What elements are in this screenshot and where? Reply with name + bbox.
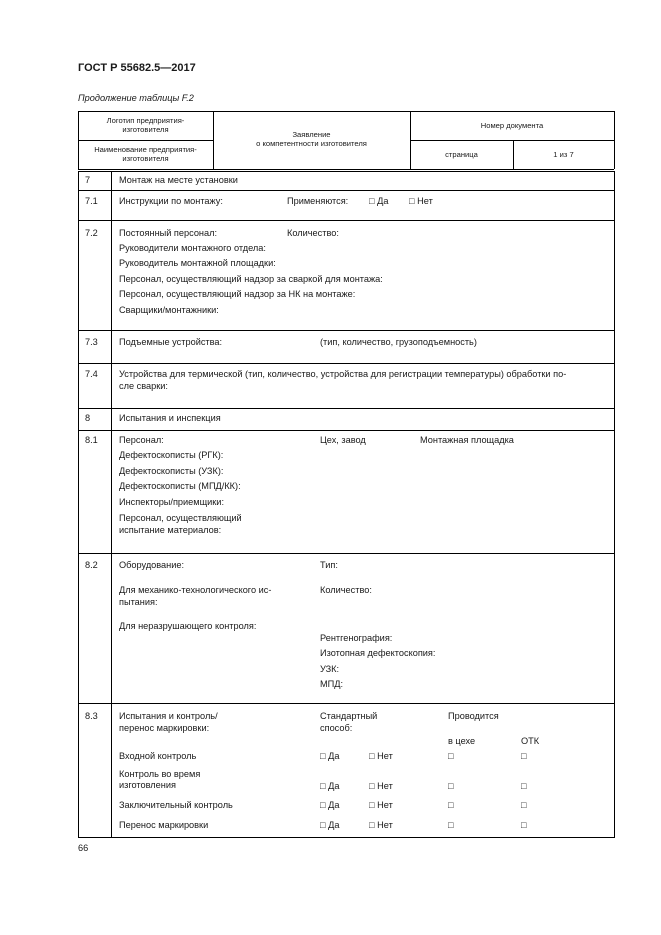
yes-checkbox[interactable]: □ Да — [369, 196, 389, 206]
company-name-label: Наименование предприятия- изготовителя — [94, 145, 197, 163]
in-shop-checkbox[interactable]: □ — [448, 820, 454, 830]
mechanical-testing-label: Для механико-технологического ис- — [119, 585, 272, 595]
row-number: 7.2 — [85, 228, 98, 238]
in-shop-checkbox[interactable]: □ — [448, 751, 454, 761]
section-7-title: Монтаж на месте установки — [119, 175, 238, 185]
no-checkbox[interactable]: □ Нет — [369, 781, 393, 791]
table-continuation-label: Продолжение таблицы F.2 — [78, 93, 194, 103]
staff-line: Руководитель монтажной площадки: — [119, 258, 276, 268]
in-shop-checkbox[interactable]: □ — [448, 781, 454, 791]
control-row-label: Перенос маркировки — [119, 820, 209, 830]
shop-column-label: Цех, завод — [320, 435, 366, 445]
checkbox-icon: □ — [369, 820, 375, 830]
staff-line: Сварщики/монтажники: — [119, 305, 219, 315]
no-checkbox[interactable]: □ Нет — [409, 196, 433, 206]
personnel-label: Персонал: — [119, 435, 164, 445]
section-8-title: Испытания и инспекция — [119, 413, 221, 423]
in-shop-checkbox[interactable]: □ — [448, 800, 454, 810]
lifting-devices-detail: (тип, количество, грузоподъемность) — [320, 337, 477, 347]
ndt-method: Изотопная дефектоскопия: — [320, 648, 436, 658]
no-checkbox[interactable]: □ Нет — [369, 800, 393, 810]
row-number: 7.1 — [85, 196, 98, 206]
performed-label: Проводится — [448, 711, 499, 721]
otk-checkbox[interactable]: □ — [521, 800, 527, 810]
checkbox-icon: □ — [320, 820, 326, 830]
yes-checkbox[interactable]: □ Да — [320, 820, 340, 830]
staff-line: Персонал, осуществляющий надзор за сваркой для монтажа: — [119, 274, 383, 284]
row-number: 8.3 — [85, 711, 98, 721]
personnel-line: Дефектоскописты (МПД/КК): — [119, 481, 241, 491]
applies-label: Применяются: — [287, 196, 349, 206]
standard-header: ГОСТ Р 55682.5—2017 — [78, 62, 196, 74]
quantity-label: Количество: — [320, 585, 372, 595]
equipment-label: Оборудование: — [119, 560, 185, 570]
logo-label: Логотип предприятия- изготовителя — [106, 116, 185, 134]
site-column-label: Монтажная площадка — [420, 435, 514, 445]
permanent-staff-label: Постоянный персонал: — [119, 228, 218, 238]
row-number: 8.2 — [85, 560, 98, 570]
page-value: 1 из 7 — [553, 150, 574, 159]
no-checkbox[interactable]: □ Нет — [369, 751, 393, 761]
ndt-method: Рентгенография: — [320, 633, 393, 643]
staff-line: Руководители монтажного отдела: — [119, 243, 266, 253]
heat-treatment-text: Устройства для термической (тип, количество, устройства для регистрации температуры) обработки по- — [119, 369, 567, 379]
standard-method-label-cont: способ: — [320, 723, 353, 733]
control-row-label: Контроль во время изготовления — [119, 769, 201, 790]
doc-number-label: Номер документа — [480, 121, 544, 130]
yes-checkbox[interactable]: □ Да — [320, 751, 340, 761]
no-checkbox[interactable]: □ Нет — [369, 820, 393, 830]
page-number: 66 — [78, 843, 89, 853]
staff-line: Персонал, осуществляющий надзор за НК на монтаже: — [119, 289, 356, 299]
control-row-label: Входной контроль — [119, 751, 197, 761]
ndt-method: УЗК: — [320, 664, 340, 674]
yes-checkbox[interactable]: □ Да — [320, 800, 340, 810]
mechanical-testing-label-cont: пытания: — [119, 597, 158, 607]
checkbox-icon: □ — [320, 781, 326, 791]
standard-method-label: Стандартный — [320, 711, 378, 721]
otk-label: ОТК — [521, 736, 540, 746]
testing-label-cont: перенос маркировки: — [119, 723, 210, 733]
row-number: 8 — [85, 413, 91, 423]
type-label: Тип: — [320, 560, 338, 570]
row-number: 7.3 — [85, 337, 98, 347]
personnel-line: испытание материалов: — [119, 525, 222, 535]
yes-checkbox[interactable]: □ Да — [320, 781, 340, 791]
personnel-line: Инспекторы/приемщики: — [119, 497, 224, 507]
checkbox-icon: □ — [320, 751, 326, 761]
checkbox-icon: □ — [369, 196, 375, 206]
personnel-line: Персонал, осуществляющий — [119, 513, 242, 523]
checkbox-icon: □ — [369, 751, 375, 761]
in-shop-label: в цехе — [448, 736, 476, 746]
ndt-label: Для неразрушающего контроля: — [119, 621, 257, 631]
row-number: 7 — [85, 175, 91, 185]
row-number: 7.4 — [85, 369, 98, 379]
personnel-line: Дефектоскописты (УЗК): — [119, 466, 224, 476]
row-number: 8.1 — [85, 435, 98, 445]
checkbox-icon: □ — [369, 781, 375, 791]
statement-title: Заявление о компетентности изготовителя — [256, 130, 367, 148]
quantity-label: Количество: — [287, 228, 339, 238]
otk-checkbox[interactable]: □ — [521, 820, 527, 830]
otk-checkbox[interactable]: □ — [521, 781, 527, 791]
personnel-line: Дефектоскописты (РГК): — [119, 450, 224, 460]
heat-treatment-text-cont: сле сварки: — [119, 381, 168, 391]
ndt-method: МПД: — [320, 679, 344, 689]
checkbox-icon: □ — [369, 800, 375, 810]
checkbox-icon: □ — [409, 196, 415, 206]
installation-instructions-label: Инструкции по монтажу: — [119, 196, 223, 206]
otk-checkbox[interactable]: □ — [521, 751, 527, 761]
lifting-devices-label: Подъемные устройства: — [119, 337, 223, 347]
testing-label: Испытания и контроль/ — [119, 711, 218, 721]
control-row-label: Заключительный контроль — [119, 800, 233, 810]
page-label: страница — [445, 150, 478, 159]
checkbox-icon: □ — [320, 800, 326, 810]
